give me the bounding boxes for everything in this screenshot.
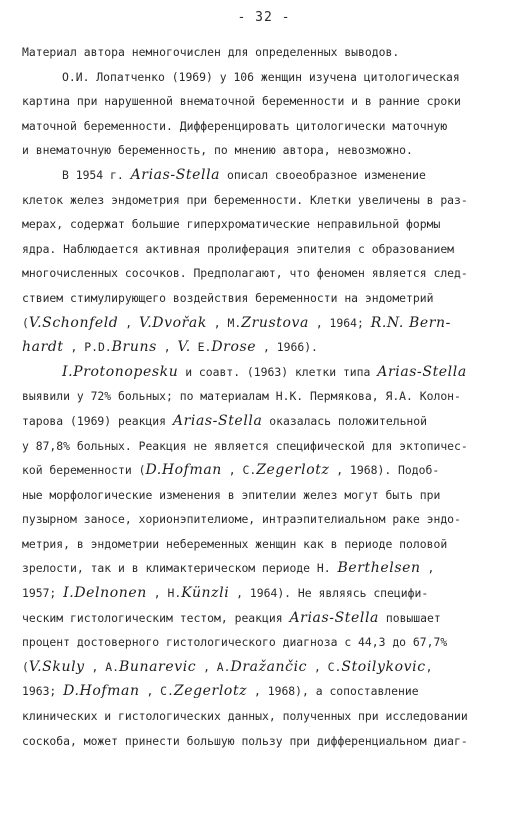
text-line (22, 704, 512, 729)
typed-text: , 1966). (256, 340, 318, 355)
text-line (22, 679, 512, 704)
text-line (22, 65, 512, 90)
handwritten-insertion: R.N. Bern- (370, 314, 451, 331)
text-line (22, 114, 512, 139)
handwritten-insertion: V.Dvořak (138, 314, 207, 331)
typed-text: ( (22, 659, 29, 674)
typed-text: соскоба, может принести большую пользу при дифференциальном диаг- (22, 733, 468, 748)
typed-text: кой беременности ( (22, 463, 146, 478)
text-line (22, 237, 512, 262)
typed-text: у 87,8% больных. Реакция не является специфической для эктопичес- (22, 438, 468, 453)
text-line (22, 311, 512, 336)
typed-text: , C. (221, 463, 257, 478)
typed-text: 1963; (22, 684, 64, 699)
typed-text: , C. (307, 659, 342, 674)
text-line (22, 556, 512, 581)
typed-text: клеток желез эндометрия при беременности. Клетки увеличены в раз- (22, 192, 468, 207)
text-line (22, 729, 512, 754)
text-line (22, 261, 512, 286)
typed-text: клинических и гистологических данных, полученных при исследовании (22, 709, 468, 724)
typed-text: , C. (139, 684, 174, 699)
typed-text: , 1968), а сопоставление (247, 684, 419, 699)
handwritten-insertion: Künzli (181, 585, 230, 602)
handwritten-insertion: V.Skuly (28, 658, 85, 675)
typed-text: , (420, 561, 435, 576)
typed-text: ческим гистологическим тестом, реакция (22, 610, 290, 625)
typed-text: метрия, в эндометрии небеременных женщин как в периоде половой (22, 536, 448, 551)
text-line (22, 163, 512, 188)
handwritten-insertion: I.Delnonen (63, 585, 147, 602)
text-line (22, 360, 512, 385)
text-line (22, 458, 512, 483)
typed-text: , 1964). Не являясь специфи- (229, 586, 429, 601)
text-line (22, 286, 512, 311)
handwritten-insertion: Stoilykovic (341, 658, 426, 675)
text-line (22, 384, 512, 409)
typed-text: повышает (379, 610, 441, 625)
text-line (22, 507, 512, 532)
typed-text: и внематочную беременность, по мнению автора, невозможно. (22, 143, 413, 158)
typed-text: , A. (196, 659, 231, 674)
typed-text: ствием стимулирующего воздействия беременности на эндометрий (22, 290, 434, 305)
typed-text: многочисленных сосочков. Предполагают, что феномен является след- (22, 266, 468, 281)
typed-text: , 1968). Подоб- (329, 463, 440, 478)
typed-text: , (118, 315, 139, 330)
text-line (22, 138, 512, 163)
handwritten-insertion: Zegerlotz (173, 683, 248, 700)
typed-text: описал своеобразное изменение (220, 167, 426, 182)
text-line (22, 532, 512, 557)
text-line (22, 335, 512, 360)
text-line (22, 630, 512, 655)
typed-text: , A. (84, 659, 119, 674)
text-line (22, 188, 512, 213)
typed-text: , P.D. (63, 340, 112, 355)
typed-text: и соавт. (1963) клетки типа (178, 364, 378, 379)
typed-text: Материал автора немногочислен для определенных выводов. (22, 45, 400, 59)
body-text (22, 40, 512, 753)
typed-text: оказалась положительной (262, 413, 428, 428)
handwritten-insertion: Arias-Stella (130, 166, 221, 183)
typed-text: В 1954 г. (62, 167, 131, 182)
typed-text: маточной беременности. Дифференцировать цитологически маточную (22, 118, 448, 133)
handwritten-insertion: Bunarevic (118, 658, 197, 675)
handwritten-insertion: hardt (22, 339, 64, 356)
text-line (22, 655, 512, 680)
handwritten-insertion: Arias-Stella (377, 363, 467, 380)
typed-text: выявили у 72% больных; по материалам Н.К. Пермякова, Я.А. Колон- (22, 389, 461, 404)
text-line (22, 606, 512, 631)
handwritten-insertion: D.Hofman (63, 683, 140, 700)
typed-text: зрелости, так и в климактерическом периоде H. (22, 561, 338, 576)
text-line (22, 581, 512, 606)
handwritten-insertion: Dražančic (230, 658, 308, 675)
typed-text: О.И. Лопатченко (1969) у 106 женщин изучена цитологическая (62, 69, 460, 84)
typed-text: ядра. Наблюдается активная пролиферация эпителия с образованием (22, 241, 455, 256)
handwritten-insertion: Bruns (111, 339, 157, 356)
page-number: - 32 - (237, 10, 291, 25)
handwritten-insertion: Arias-Stella (172, 412, 263, 429)
typed-text: , (425, 659, 433, 674)
typed-text: ные морфологические изменения в эпителии желез могут быть при (22, 487, 441, 502)
typed-text: , H. (146, 586, 182, 601)
typed-text: , 1964; (308, 315, 371, 330)
typed-text: 1957; (22, 586, 64, 601)
typed-text: , M. (206, 315, 242, 330)
handwritten-insertion: D.Hofman (145, 462, 222, 479)
handwritten-insertion: Drose (211, 339, 257, 356)
typed-text: пузырном заносе, хорионэпителиоме, интраэпителиальном раке эндо- (22, 512, 461, 527)
handwritten-insertion: Zegerlotz (256, 462, 330, 479)
typed-text: E. (190, 340, 212, 355)
typed-text: , (156, 340, 178, 355)
handwritten-insertion: I.Protonopesku (62, 363, 179, 380)
typed-text: процент достоверного гистологического диагноза с 44,3 до 67,7% (22, 635, 448, 650)
handwritten-insertion: Zrustova (241, 314, 309, 331)
handwritten-insertion: V.Schonfeld (28, 314, 119, 331)
typed-text: тарова (1969) реакция (22, 413, 173, 428)
text-line (22, 212, 512, 237)
text-line (22, 89, 512, 114)
handwritten-insertion: V. (177, 339, 191, 356)
typed-text: картина при нарушенной внематочной беременности и в ранние сроки (22, 94, 461, 109)
typed-text: ( (22, 315, 29, 330)
handwritten-insertion: Berthelsen (337, 560, 421, 577)
text-line (22, 434, 512, 459)
text-line (22, 409, 512, 434)
text-line (22, 40, 512, 65)
text-line (22, 483, 512, 508)
typed-text: мерах, содержат большие гиперхроматические неправильной формы (22, 217, 441, 232)
handwritten-insertion: Arias-Stella (289, 609, 379, 626)
